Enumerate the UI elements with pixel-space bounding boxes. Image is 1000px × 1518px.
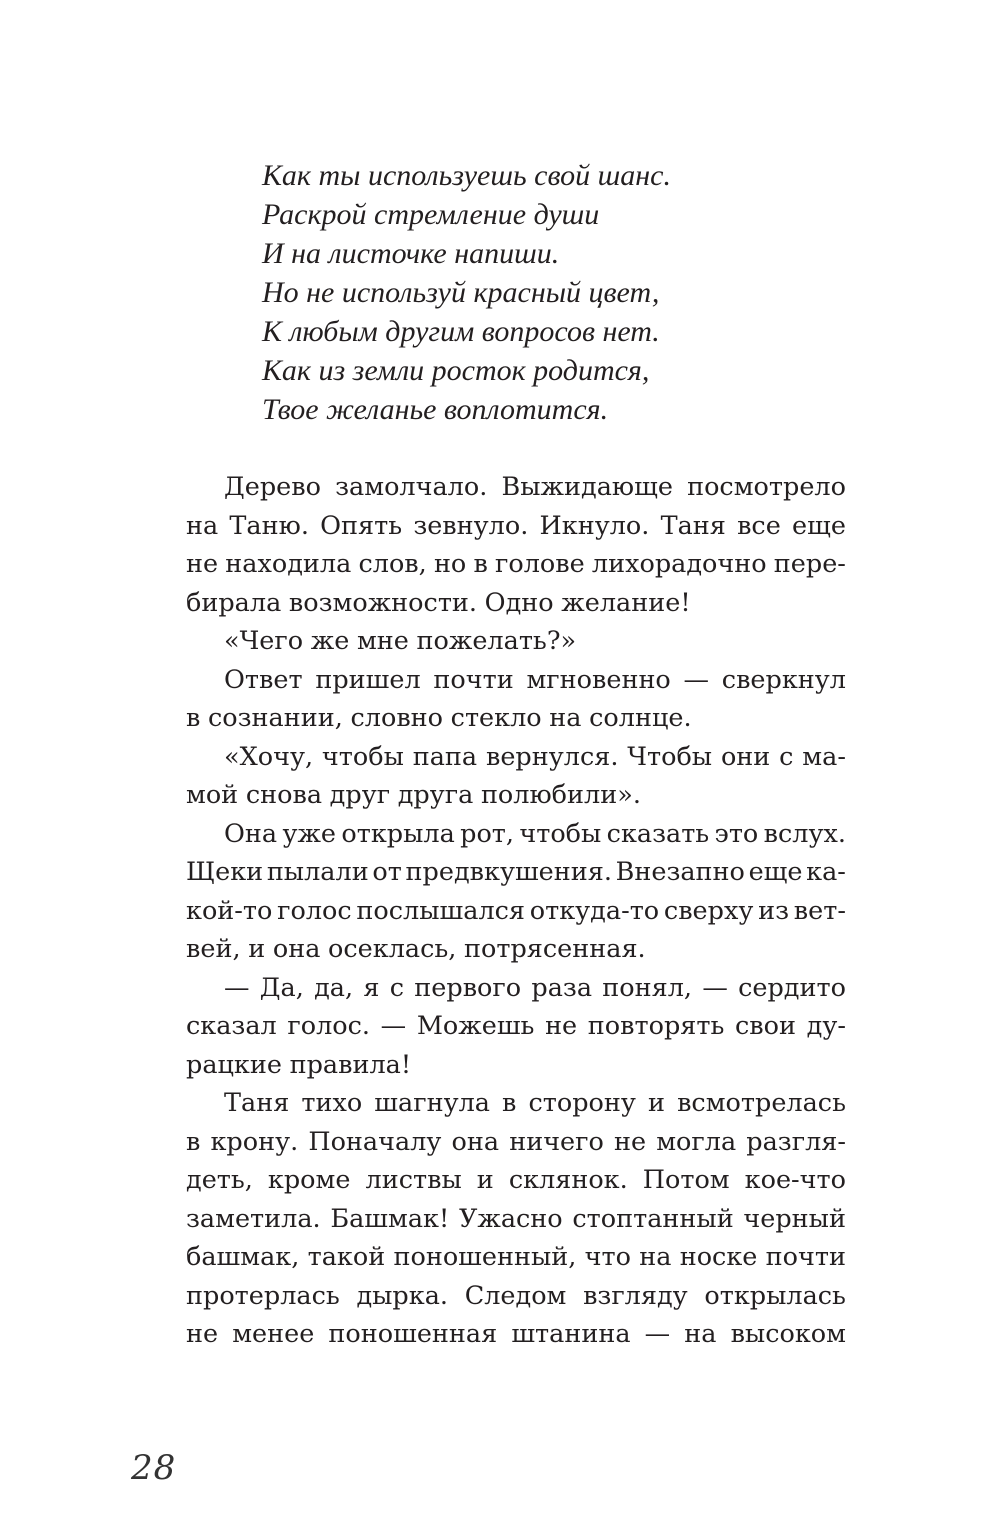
paragraph-line [186, 1161, 846, 1200]
prose-block [186, 468, 846, 1354]
word: Дерево [224, 472, 321, 502]
word: такой [307, 1242, 386, 1272]
poem-line: Как из земли росток родится, [262, 354, 650, 387]
word: все [737, 510, 781, 541]
word: лихорадочно [591, 549, 767, 579]
paragraph-line [186, 468, 846, 507]
word: Выжидающе [501, 472, 673, 502]
word: предвкушения. [405, 857, 612, 887]
word: голос [277, 895, 352, 926]
word: послышался [356, 895, 526, 926]
poem-line: Раскрой стремление души [262, 198, 600, 231]
paragraph-line [186, 584, 846, 623]
word: из [758, 895, 790, 926]
word: дырка. [356, 1280, 449, 1311]
word: не [186, 1319, 219, 1349]
word: кое-что [744, 1165, 846, 1195]
word: крону. [210, 1126, 299, 1157]
word: правила! [289, 1049, 412, 1080]
word: желание! [561, 587, 691, 618]
word: чтобы [519, 818, 602, 849]
word: протерлась [186, 1280, 340, 1311]
word: листвы [365, 1165, 462, 1195]
word: — [224, 972, 250, 1003]
word: ка- [806, 857, 846, 887]
word: но [433, 549, 467, 579]
word: высоком [730, 1319, 846, 1349]
paragraph-line [186, 622, 846, 661]
word: почти [433, 664, 514, 695]
word: мгновенно [526, 664, 671, 695]
paragraph-line [186, 1046, 846, 1085]
poem-line: Твое желанье воплотится. [262, 393, 609, 426]
word: Внезапно [615, 857, 745, 887]
word: Башмак! [330, 1203, 450, 1234]
word: в [473, 549, 488, 579]
word: на [186, 510, 219, 541]
word: поношенный, [393, 1242, 577, 1272]
word: зевнуло. [413, 510, 529, 541]
word: возможности. [288, 587, 478, 618]
word: уже [282, 818, 337, 849]
paragraph-line [186, 1200, 846, 1239]
word: открыла [341, 818, 455, 849]
word: в [186, 703, 201, 733]
word: менее [232, 1319, 315, 1349]
word: на [639, 1242, 672, 1272]
paragraph-line [186, 815, 846, 854]
word: взгляду [583, 1280, 688, 1311]
word: Таня [224, 1088, 290, 1118]
word: словно [350, 703, 444, 733]
word: откуда-то [529, 895, 660, 926]
word: почти [765, 1242, 846, 1272]
word: Потом [642, 1165, 730, 1195]
word: Икнуло. [539, 510, 650, 541]
word: с [779, 741, 794, 772]
word: не [186, 549, 219, 579]
word: потрясенная. [464, 934, 646, 964]
word: штанина [511, 1319, 631, 1349]
poem-line: И на листочке напиши. [262, 237, 560, 270]
word: да, [314, 972, 354, 1003]
word: не [613, 1126, 647, 1157]
word: и [476, 1165, 494, 1195]
word: кой-то [186, 895, 273, 926]
word: папа [412, 741, 478, 772]
word: они [720, 741, 771, 772]
word: она [451, 1126, 500, 1157]
paragraph-line [186, 1238, 846, 1277]
word: вей, [186, 934, 241, 964]
word: — [380, 1011, 407, 1041]
word: Щеки [186, 857, 264, 887]
word: башмак, [186, 1242, 300, 1272]
word: — [683, 664, 710, 695]
word: полюбили». [480, 780, 641, 810]
page-number: 28 [131, 1448, 177, 1488]
paragraph-line [186, 853, 846, 892]
word: Да, [259, 972, 304, 1003]
word: стоптанный [572, 1203, 734, 1234]
word: пришел [315, 664, 421, 695]
word: сверху [663, 895, 754, 926]
word: открылась [704, 1280, 846, 1311]
word: разгля- [746, 1126, 846, 1157]
word: же [310, 626, 350, 656]
word: она [272, 934, 321, 964]
word: ма- [802, 741, 846, 772]
word: ду- [806, 1011, 846, 1041]
word: — [644, 1319, 671, 1349]
word: сознании, [208, 703, 343, 733]
word: сердито [738, 972, 846, 1003]
word: рот, [460, 818, 515, 849]
word: на [549, 703, 582, 733]
word: еще [792, 510, 846, 541]
word: Ответ [224, 664, 303, 695]
word: еще [748, 857, 803, 887]
paragraph-line [186, 1315, 846, 1354]
word: голове [495, 549, 585, 579]
word: посмотрело [687, 472, 846, 502]
word: мне [356, 626, 409, 656]
paragraph-line [186, 699, 846, 738]
paragraph-line [186, 545, 846, 584]
word: первого [414, 972, 522, 1003]
word: пере- [773, 549, 846, 579]
word: Она [224, 818, 278, 849]
word: деть, [186, 1165, 253, 1195]
word: вет- [793, 895, 846, 926]
word: «Хочу, [224, 741, 314, 772]
word: в [186, 1126, 201, 1157]
paragraph-line [186, 1277, 846, 1316]
paragraph-line [186, 1123, 846, 1162]
poem-block [262, 156, 862, 429]
word: сказать [606, 818, 710, 849]
word: всмотрелась [677, 1088, 846, 1118]
paragraph-line [186, 969, 846, 1008]
paragraph-line [186, 776, 846, 815]
paragraph-line [186, 1007, 846, 1046]
word: поношенная [328, 1319, 498, 1349]
word: это [714, 818, 759, 849]
word: Опять [320, 510, 403, 541]
word: черный [743, 1203, 846, 1234]
paragraph-line [186, 930, 846, 969]
word: от [372, 857, 402, 887]
word: носке [679, 1242, 758, 1272]
word: с [389, 972, 405, 1003]
poem-line: Как ты используешь свой шанс. [262, 159, 671, 192]
word: бирала [186, 587, 282, 618]
word: тихо [301, 1088, 363, 1118]
word: и [647, 1088, 665, 1118]
word: сверкнул [721, 664, 846, 695]
paragraph-line [186, 507, 846, 546]
word: осеклась, [328, 934, 457, 964]
word: Одно [484, 587, 554, 618]
word: повторять [587, 1011, 725, 1041]
word: снова [245, 780, 323, 810]
word: в [502, 1088, 517, 1118]
word: что [584, 1242, 631, 1272]
word: Ужасно [458, 1203, 563, 1234]
word: понял, [602, 972, 693, 1003]
paragraph-line [186, 892, 846, 931]
poem-line: Но не используй красный цвет, [262, 276, 660, 309]
word: и [248, 934, 266, 964]
word: вслух. [763, 818, 846, 849]
paragraph-line [186, 1084, 846, 1123]
word: находила [225, 549, 352, 579]
word: мой [186, 780, 239, 810]
word: свои [735, 1011, 797, 1041]
word: друга [397, 780, 474, 810]
word: сказал [186, 1011, 277, 1041]
word: Следом [464, 1280, 567, 1311]
word: кроме [267, 1165, 351, 1195]
word: пылали [266, 857, 369, 887]
word: я [363, 972, 380, 1003]
word: могла [656, 1126, 737, 1157]
word: друг [329, 780, 391, 810]
paragraph-line [186, 661, 846, 700]
word: Чтобы [627, 741, 713, 772]
word: Таню. [229, 510, 309, 541]
word: ничего [509, 1126, 604, 1157]
word: не [545, 1011, 578, 1041]
word: Таня [660, 510, 726, 541]
word: рацкие [186, 1049, 282, 1080]
paragraph-line [186, 738, 846, 777]
word: чтобы [321, 741, 404, 772]
word: голос. [287, 1011, 371, 1041]
word: — [702, 972, 728, 1003]
word: Можешь [416, 1011, 535, 1041]
word: «Чего [224, 626, 304, 656]
word: шагнула [374, 1088, 490, 1118]
word: склянок. [508, 1165, 628, 1195]
word: заметила. [186, 1203, 321, 1234]
word: Поначалу [308, 1126, 442, 1157]
word: вернулся. [485, 741, 619, 772]
word: пожелать?» [416, 626, 577, 656]
word: замолчало. [335, 472, 488, 502]
word: солнце. [589, 703, 692, 733]
word: на [684, 1319, 717, 1349]
poem-line: К любым другим вопросов нет. [262, 315, 660, 348]
word: слов, [358, 549, 427, 579]
word: стекло [450, 703, 542, 733]
word: раза [531, 972, 593, 1003]
word: сторону [528, 1088, 636, 1118]
